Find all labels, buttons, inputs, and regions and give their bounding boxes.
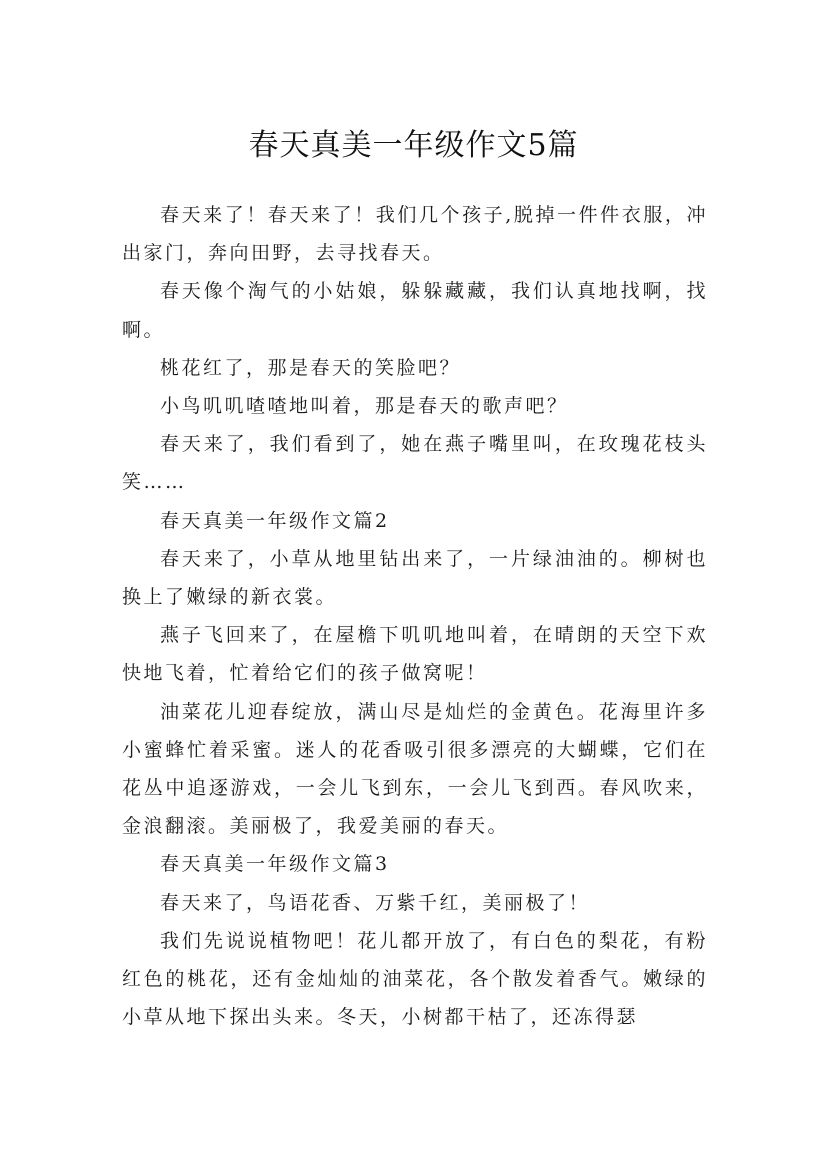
paragraph: 小鸟叽叽喳喳地叫着，那是春天的歌声吧？ (160, 395, 569, 418)
paragraph: 油菜花儿迎春绽放，满山尽是灿烂的金黄色。花海里许多小蜜蜂忙着采蜜。迷人的花香吸引很多漂亮的大蝴蝶，它们在花丛中追逐游戏，一会儿飞到东，一会儿飞到西。春风吹来，金浪翻滚。美丽极了，我爱美丽的春天。 (122, 700, 708, 838)
section-heading: 春天真美一年级作文篇2 (160, 509, 390, 532)
paragraph: 春天像个淘气的小姑娘，躲躲藏藏，我们认真地找啊，找啊。 (122, 280, 708, 341)
paragraph: 燕子飞回来了，在屋檐下叽叽地叫着，在晴朗的天空下欢快地飞着，忙着给它们的孩子做窝呢！ (122, 624, 708, 685)
paragraph: 春天来了，鸟语花香、万紫千红，美丽极了！ (160, 891, 591, 914)
paragraph: 春天来了！春天来了！我们几个孩子,脱掉一件件衣服，冲出家门，奔向田野，去寻找春天。 (122, 204, 708, 265)
paragraph: 春天来了，我们看到了，她在燕子嘴里叫，在玫瑰花枝头笑…… (122, 433, 708, 494)
paragraph: 我们先说说植物吧！花儿都开放了，有白色的梨花，有粉红色的桃花，还有金灿灿的油菜花，各个散发着香气。嫩绿的小草从地下探出头来。冬天，小树都干枯了，还冻得瑟 (122, 929, 708, 1029)
paragraph: 春天来了，小草从地里钻出来了，一片绿油油的。柳树也换上了嫩绿的新衣裳。 (122, 547, 708, 609)
document-title: 春天真美一年级作文5篇 (248, 128, 579, 164)
section-heading: 春天真美一年级作文篇3 (160, 853, 390, 876)
paragraph: 桃花红了，那是春天的笑脸吧？ (160, 356, 462, 379)
document-body (122, 196, 708, 1036)
